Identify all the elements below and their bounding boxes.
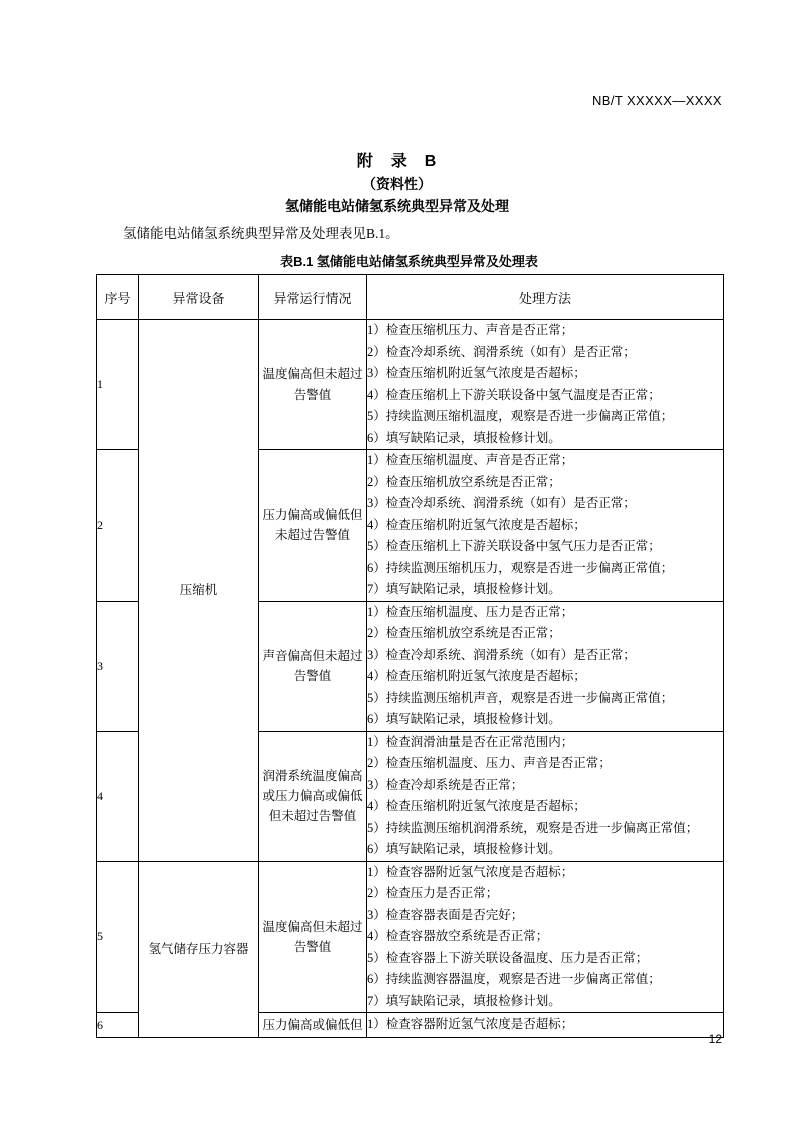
annex-name: 氢储能电站储氢系统典型异常及处理	[285, 198, 509, 214]
method-step: 2）检查压力是否正常；	[367, 886, 499, 900]
table-header-row	[97, 275, 724, 320]
method-step: 3）检查容器表面是否完好；	[367, 907, 524, 922]
method-step-list	[367, 862, 723, 1013]
cell-sequence-number: 4	[97, 731, 139, 861]
cell-abnormal-condition: 声音偏高但未超过告警值	[259, 601, 367, 731]
cell-abnormal-condition: 压力偏高或偏低但	[259, 1013, 367, 1038]
cell-handling-method	[367, 731, 724, 861]
table-header	[97, 275, 724, 320]
method-step: 1）检查容器附近氢气浓度是否超标；	[367, 1017, 574, 1032]
method-step: 7）填写缺陷记录，填报检修计划。	[367, 582, 561, 596]
standard-number-header: NB/T XXXXX—XXXX	[591, 93, 722, 108]
method-step: 3）检查压缩机附近氢气浓度是否超标；	[367, 366, 586, 380]
method-step: 2）检查冷却系统、润滑系统（如有）是否正常；	[367, 344, 636, 359]
table-caption: 表B.1 氢储能电站储氢系统典型异常及处理表	[280, 254, 538, 269]
cell-abnormal-condition: 温度偏高但未超过告警值	[259, 861, 367, 1013]
method-step: 1）检查压缩机压力、声音是否正常；	[367, 323, 574, 337]
cell-equipment: 氢气储存压力容器	[139, 861, 259, 1038]
method-step: 5）持续监测压缩机温度，观察是否进一步偏离正常值；	[367, 409, 674, 423]
method-step: 1）检查压缩机温度、压力是否正常；	[367, 604, 574, 619]
method-step: 6）持续监测压缩机压力，观察是否进一步偏离正常值；	[367, 560, 674, 575]
method-step: 4）检查压缩机上下游关联设备中氢气温度是否正常；	[367, 387, 661, 402]
page-number: 12	[708, 1032, 722, 1046]
method-step: 4）检查容器放空系统是否正常；	[367, 929, 549, 943]
column-header-no: 序号	[97, 275, 139, 320]
method-step: 1）检查容器附近氢气浓度是否超标；	[367, 864, 574, 879]
method-step: 1）检查压缩机温度、声音是否正常；	[367, 453, 574, 467]
method-step: 3）检查冷却系统、润滑系统（如有）是否正常；	[367, 496, 636, 510]
method-step: 5）持续监测压缩机润滑系统，观察是否进一步偏离正常值；	[367, 820, 699, 835]
anomaly-table	[96, 274, 724, 1038]
method-step: 3）检查冷却系统是否正常；	[367, 777, 524, 792]
method-step: 2）检查压缩机温度、压力、声音是否正常；	[367, 756, 611, 770]
anomaly-table-wrapper	[96, 274, 723, 1038]
method-step-list	[367, 450, 723, 601]
column-header-equip: 异常设备	[139, 275, 259, 320]
cell-sequence-number: 6	[97, 1013, 139, 1038]
method-step: 6）填写缺陷记录，填报检修计划。	[367, 712, 561, 726]
table-body	[97, 320, 724, 1038]
annex-title: 附 录 B	[356, 153, 438, 170]
method-step: 2）检查压缩机放空系统是否正常；	[367, 626, 561, 640]
method-step: 5）检查容器上下游关联设备温度、压力是否正常；	[367, 950, 649, 965]
cell-sequence-number: 5	[97, 861, 139, 1013]
method-step: 2）检查压缩机放空系统是否正常；	[367, 474, 561, 489]
column-header-method: 处理方法	[367, 275, 724, 320]
method-step: 5）持续监测压缩机声音，观察是否进一步偏离正常值；	[367, 690, 674, 705]
table-row	[97, 861, 724, 1013]
method-step: 4）检查压缩机附近氢气浓度是否超标；	[367, 799, 586, 813]
cell-handling-method	[367, 450, 724, 602]
method-step: 6）持续监测容器温度，观察是否进一步偏离正常值；	[367, 972, 661, 986]
column-header-cond: 异常运行情况	[259, 275, 367, 320]
cell-abnormal-condition: 温度偏高但未超过告警值	[259, 320, 367, 450]
cell-equipment: 压缩机	[139, 320, 259, 862]
method-step: 6）填写缺陷记录，填报检修计划。	[367, 842, 561, 856]
cell-sequence-number: 2	[97, 450, 139, 602]
method-step-list	[367, 602, 723, 731]
intro-paragraph: 氢储能电站储氢系统典型异常及处理表见B.1。	[123, 226, 399, 241]
method-step: 1）检查润滑油量是否在正常范围内；	[367, 734, 574, 749]
cell-sequence-number: 3	[97, 601, 139, 731]
method-step: 7）填写缺陷记录，填报检修计划。	[367, 993, 561, 1008]
table-row	[97, 320, 724, 450]
annex-kind: （资料性）	[362, 176, 432, 192]
cell-sequence-number: 1	[97, 320, 139, 450]
method-step-list	[367, 732, 723, 861]
cell-abnormal-condition: 压力偏高或偏低但未超过告警值	[259, 450, 367, 602]
method-step: 6）填写缺陷记录，填报检修计划。	[367, 430, 561, 445]
cell-handling-method	[367, 601, 724, 731]
method-step: 5）检查压缩机上下游关联设备中氢气压力是否正常；	[367, 539, 661, 553]
cell-handling-method	[367, 320, 724, 450]
method-step: 4）检查压缩机附近氢气浓度是否超标；	[367, 669, 586, 683]
cell-handling-method	[367, 861, 724, 1013]
method-step: 4）检查压缩机附近氢气浓度是否超标；	[367, 517, 586, 532]
method-step: 3）检查冷却系统、润滑系统（如有）是否正常；	[367, 647, 636, 662]
cell-abnormal-condition: 润滑系统温度偏高或压力偏高或偏低但未超过告警值	[259, 731, 367, 861]
method-step-list	[367, 320, 723, 449]
